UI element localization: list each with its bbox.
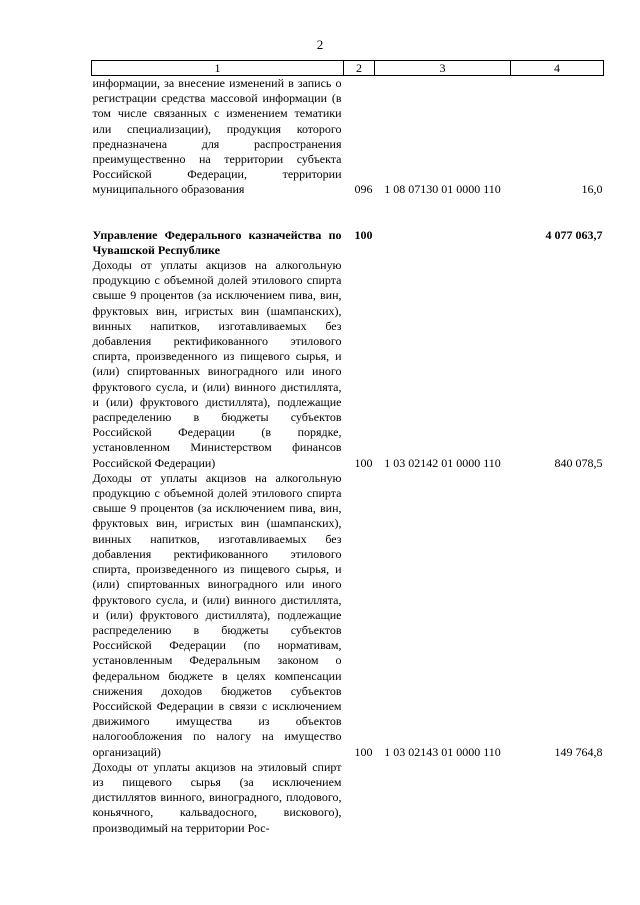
section-budget-code bbox=[375, 228, 511, 258]
page-number: 2 bbox=[316, 37, 324, 52]
row-admin-code: 100 bbox=[354, 455, 373, 470]
row-amount: 149 764,8 bbox=[554, 744, 603, 759]
table-row bbox=[92, 76, 604, 198]
table-header-row bbox=[92, 61, 604, 76]
row-budget-code bbox=[375, 760, 511, 836]
table-spacer-row bbox=[92, 198, 604, 228]
table-row bbox=[92, 760, 604, 836]
row-description: Доходы от уплаты акцизов на алкогольную продукцию с объемной долей этилового спирта свыше 9 процентов (за исключением пива, вин, фруктовых вин, игристых вин (шампанских), винных напитков, изготавливаемых без добавления ректификованного этилового спирта, произведенного из пищевого сырья, и (или) спиртованных виноградного или иного фруктового сусла, и (или) винного дистиллята, и (или) фруктового дистиллята), подлежащие распределению в бюджеты субъектов Российской Федерации (в порядке, установленном Министерством финансов Российской Федерации) bbox=[92, 258, 342, 470]
row-admin-code: 096 bbox=[354, 182, 373, 197]
row-description: Доходы от уплаты акцизов на алкогольную продукцию с объемной долей этилового спирта свыше 9 процентов (за исключением пива, вин, фруктовых вин, игристых вин (шампанских), винных напитков, изготавливаемых без добавления ректификованного этилового спирта, произведенного из пищевого сырья, и (или) спиртованных виноградного или иного фруктового сусла, и (или) винного дистиллята, и (или) фруктового дистиллята), подлежащие распределению в бюджеты субъектов Российской Федерации (по нормативам, установленным Федеральным законом о федеральном бюджете в целях компенсации снижения доходов бюджетов субъектов Российской Федерации в связи с исключением движимого имущества из объектов налогообложения по налогу на имущество организаций) bbox=[92, 470, 342, 759]
column-header-3: 3 bbox=[375, 61, 511, 76]
row-budget-code: 1 03 02142 01 0000 110 bbox=[384, 455, 501, 470]
row-amount: 840 078,5 bbox=[554, 455, 603, 470]
table-row-section-header bbox=[92, 228, 604, 258]
table-row bbox=[92, 471, 604, 760]
row-budget-code: 1 03 02143 01 0000 110 bbox=[384, 744, 501, 759]
row-description: информации, за внесение изменений в запись о регистрации средства массовой информации (в том числе связанных с изменением тематики или специализации), продукция которого предназначена для распространения преимущественно на территории субъекта Российской Федерации, территории муниципального образования bbox=[92, 76, 342, 197]
row-amount bbox=[511, 760, 604, 836]
column-header-2: 2 bbox=[344, 61, 375, 76]
row-budget-code: 1 08 07130 01 0000 110 bbox=[384, 182, 501, 197]
row-amount: 16,0 bbox=[581, 182, 603, 197]
section-admin-code: 100 bbox=[354, 227, 373, 242]
section-title: Управление Федерального казначейства по Чувашской Республике bbox=[92, 227, 342, 257]
table-row bbox=[92, 258, 604, 471]
column-header-4: 4 bbox=[511, 61, 604, 76]
row-admin-code bbox=[344, 760, 375, 836]
column-header-1: 1 bbox=[92, 61, 344, 76]
section-total-amount: 4 077 063,7 bbox=[545, 227, 603, 242]
row-admin-code: 100 bbox=[354, 744, 373, 759]
revenue-table bbox=[91, 60, 604, 836]
row-description: Доходы от уплаты акцизов на этиловый спирт из пищевого сырья (за исключением дистиллятов винного, виноградного, плодового, коньячного, кальвадосного, вискового), производимый на территории Рос- bbox=[92, 759, 342, 835]
